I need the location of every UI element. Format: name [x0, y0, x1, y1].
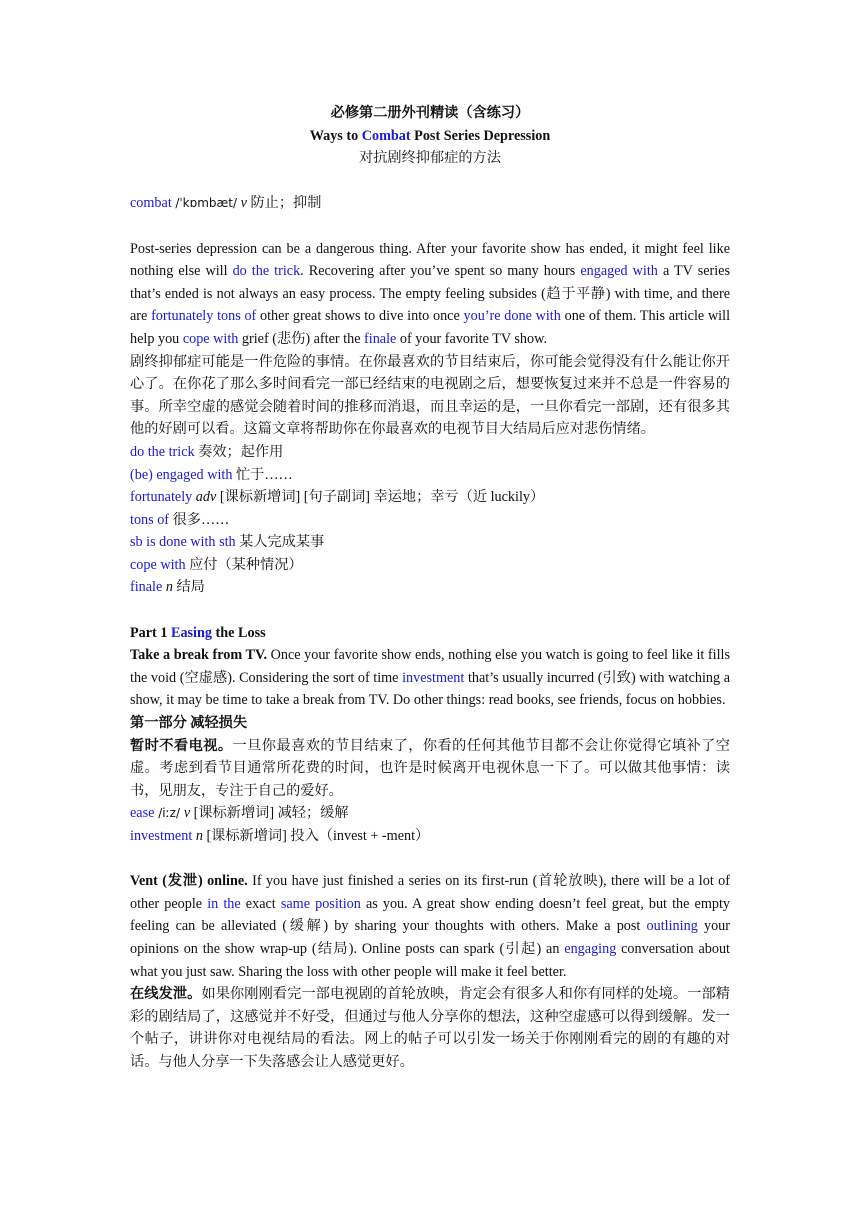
text-run: as you. A great show ending doesn’t feel great, but the empty feeling can be alleviated (缓解) by sharing your thoughts with others. Make a post: [130, 895, 731, 935]
vocab-meaning: [课标新增词] [句子副词] 幸运地；幸亏（近 luckily）: [216, 489, 545, 506]
vocab-meaning: 应付（某种情况）: [185, 556, 303, 573]
vocab-pos: n: [195, 828, 203, 844]
vocab-meaning: 奏效；起作用: [194, 443, 284, 460]
vocab-entry-combat: [130, 192, 730, 215]
text-run: a TV series that’s ended is not always an easy process. The empty feeling subsides (趋于平静) with time, and there are: [130, 263, 731, 325]
lead-sentence: Vent (发泄) online.: [130, 873, 248, 890]
intro-paragraph-cn: 剧终抑郁症可能是一件危险的事情。在你最喜欢的节目结束后，你可能会觉得没有什么能让你开心了。在你花了那么多时间看完一部已经结束的电视剧之后，想要恢复过来并不总是一件容易的事。所幸空虚的感觉会随着时间的推移而消退，而且幸运的是，一旦你看完一部剧，还有很多其他的好剧可以看。这篇文章将帮助你在你最喜欢的电视节目大结局后应对悲伤情绪。: [130, 353, 730, 438]
vocab-entry: [130, 531, 730, 554]
text-run: exact: [240, 895, 281, 912]
vocab-term: investment: [130, 828, 193, 844]
vocab-ipa: /ˈkɒmbæt/: [175, 196, 238, 211]
vocab-term: ease: [130, 805, 155, 822]
title-text: Post Series Depression: [410, 127, 551, 144]
vocab-pos: v: [240, 195, 247, 212]
vent-paragraph-cn: [130, 983, 730, 1073]
vocab-entry: [130, 441, 730, 464]
highlight-phrase: engaging: [564, 940, 617, 957]
intro-paragraph-en: [130, 238, 730, 351]
document-header: [130, 102, 730, 170]
text-run: 一旦你最喜欢的节目结束了，你看的任何其他节目都不会让你觉得它填补了空虚。考虑到看节目通常所花费的时间，也许是时候离开电视休息一下了。可以做其他事情：读书，见朋友，专注于自己的爱好。: [130, 737, 730, 799]
text-run: of your favorite TV show.: [396, 330, 547, 347]
highlight-phrase: tons of: [217, 308, 257, 325]
text-run: conversation about what you just saw. Sharing the loss with other people will make it feel better.: [130, 940, 730, 980]
highlight-phrase: same position: [280, 895, 361, 912]
vocab-ipa: /iːz/: [154, 806, 184, 821]
vocab-meaning: 很多……: [169, 511, 230, 528]
heading-text: the Loss: [212, 624, 266, 641]
document-page: [130, 102, 730, 1074]
vocab-meaning: 某人完成某事: [235, 534, 325, 551]
highlight-phrase: engaged with: [580, 263, 658, 280]
lead-sentence: Take a break from TV.: [130, 647, 267, 664]
text-run: your opinions on the show wrap-up (结局). Online posts can spark (引起) an: [130, 918, 730, 957]
text-run: other great shows to dive into once: [256, 308, 464, 325]
vocab-term: fortunately: [130, 489, 193, 506]
part1-paragraph-en: [130, 644, 730, 712]
vocab-meaning: [课标新增词] 减轻；缓解: [190, 805, 349, 822]
text-run: If you have just finished a series on its first-run (首轮放映), there will be a lot of other people: [130, 873, 730, 912]
vocab-term: finale: [130, 579, 163, 596]
highlight-phrase: finale: [364, 330, 397, 347]
vocab-pos: adv: [195, 489, 217, 506]
vocab-term: combat: [130, 195, 172, 212]
title-chinese: 必修第二册外刊精读（含练习）: [330, 105, 530, 121]
vocab-list-1: [130, 441, 730, 599]
vocab-pos: n: [165, 579, 173, 596]
text-run: 如果你刚刚看完一部电视剧的首轮放映，肯定会有很多人和你有同样的处境。一部精彩的剧结局了，这感觉并不好受，但通过与他人分享你的想法，这种空虚感可以得到缓解。发一个帖子，讲讲你对电视结局的看法。网上的帖子可以引发一场关于你刚刚看完的剧的有趣的对话。与他人分享一下失落感会让人感觉更好。: [130, 986, 730, 1070]
part1-heading-cn: 第一部分 减轻损失: [130, 715, 248, 732]
lead-sentence-cn: 在线发泄。: [130, 986, 202, 1003]
vocab-list-2: [130, 802, 730, 847]
part1-heading: [130, 622, 730, 645]
vocab-term: (be) engaged with: [130, 466, 233, 483]
vocab-entry: [130, 802, 730, 825]
highlight-phrase: in the: [207, 895, 241, 912]
text-run: Once your favorite show ends, nothing else you watch is going to feel like it fills the void (空虚感). Considering the sort of time: [130, 647, 731, 686]
vent-paragraph-en: [130, 870, 730, 983]
title-english: [130, 125, 730, 148]
heading-text: Part 1: [130, 624, 171, 641]
vocab-entry: [130, 486, 730, 509]
vocab-meaning: 忙于……: [232, 466, 293, 483]
heading-highlight: Easing: [170, 624, 212, 641]
vocab-entry: [130, 464, 730, 487]
vocab-entry: [130, 554, 730, 577]
vocab-term: cope with: [130, 556, 186, 573]
highlight-phrase: fortunately: [151, 308, 214, 325]
vocab-entry: [130, 576, 730, 599]
vocab-entry: [130, 825, 730, 848]
vocab-meaning: 结局: [172, 579, 205, 596]
vocab-entry: [130, 509, 730, 532]
highlight-phrase: do the trick: [232, 263, 301, 280]
highlight-phrase: cope with: [182, 330, 239, 347]
highlight-phrase: you’re done with: [463, 308, 561, 325]
highlight-phrase: investment: [402, 669, 465, 686]
title-highlight: Combat: [361, 127, 411, 144]
vocab-term: sb is done with sth: [130, 534, 236, 551]
text-run: . Recovering after you’ve spent so many hours: [300, 263, 581, 280]
vocab-term: tons of: [130, 511, 170, 528]
subtitle-chinese: 对抗剧终抑郁症的方法: [359, 150, 501, 167]
text-run: that’s usually incurred (引致) with watching a show, it may be time to take a break from TV. Do other things: read books, see friends, focus on hobbies.: [130, 669, 730, 709]
highlight-phrase: outlining: [646, 918, 698, 935]
part1-paragraph-cn: [130, 735, 730, 803]
vocab-term: do the trick: [130, 443, 195, 460]
text-run: Post-series depression can be a dangerous thing. After your favorite show has ended, it might feel like nothing else will: [130, 240, 730, 280]
text-run: grief (悲伤) after the: [238, 330, 365, 347]
title-text: Ways to: [309, 127, 362, 144]
vocab-pos: v: [183, 805, 191, 822]
vocab-meaning: 防止；抑制: [250, 195, 322, 212]
lead-sentence-cn: 暂时不看电视。: [130, 737, 233, 754]
vocab-meaning: [课标新增词] 投入（invest + -ment）: [202, 828, 430, 844]
text-run: one of them. This article will help you: [130, 308, 731, 347]
